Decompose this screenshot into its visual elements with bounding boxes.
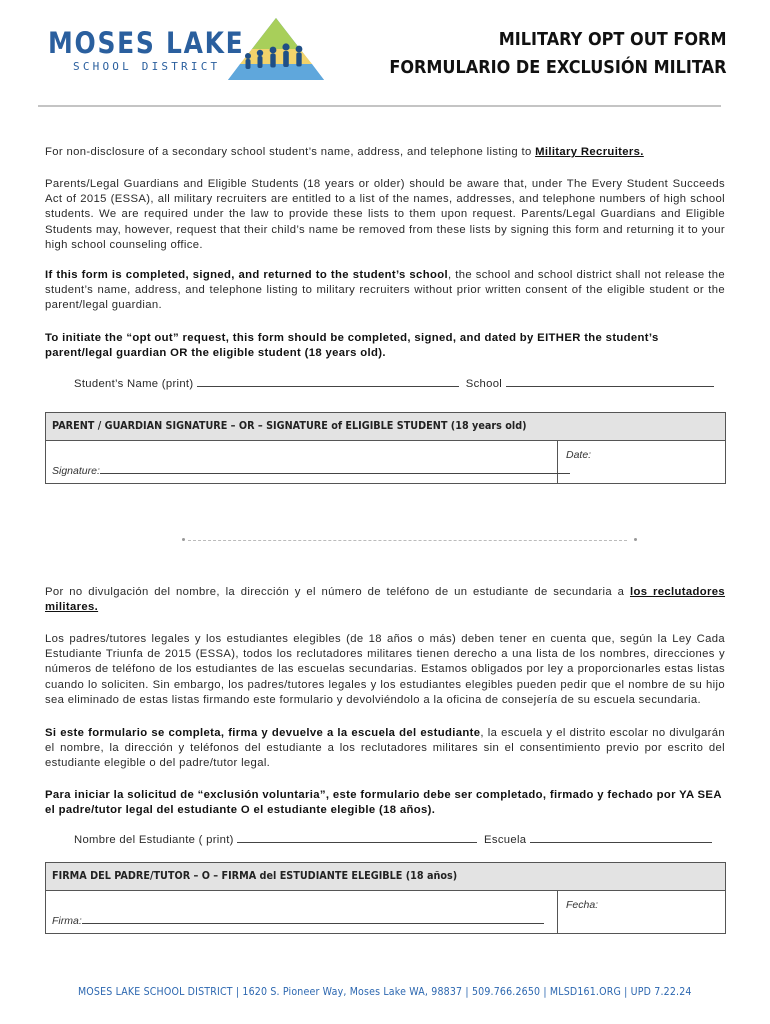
english-signature-header-text: PARENT / GUARDIAN SIGNATURE – OR – SIGNATURE of ELIGIBLE STUDENT (18 years old) bbox=[52, 420, 527, 432]
form-titles bbox=[360, 26, 726, 82]
firma-row bbox=[52, 915, 544, 927]
title-spanish: FORMULARIO DE EXCLUSIÓN MILITAR bbox=[388, 58, 726, 78]
english-signature-box bbox=[45, 412, 726, 484]
logo-subtitle: SCHOOL DISTRICT bbox=[73, 60, 221, 73]
spanish-signature-header-text: FIRMA DEL PADRE/TUTOR – O – FIRMA del ESTUDIANTE ELEGIBLE (18 años) bbox=[52, 870, 458, 882]
firma-label: Firma: bbox=[52, 915, 82, 927]
footer-text: MOSES LAKE SCHOOL DISTRICT | 1620 S. Pioneer Way, Moses Lake WA, 98837 | 509.766.2650 | MLSD161.ORG | UPD 7.22.24 bbox=[78, 985, 692, 998]
cut-line-dot bbox=[182, 538, 185, 541]
spanish-signature-cell bbox=[46, 891, 558, 933]
cut-line bbox=[182, 537, 637, 545]
mountain-students-icon bbox=[226, 16, 326, 82]
spanish-intro-link: los reclutadores militares. bbox=[45, 586, 726, 614]
spanish-signature-body bbox=[46, 891, 725, 933]
student-name-label: Student’s Name (print) bbox=[74, 378, 194, 390]
firma-field[interactable] bbox=[82, 915, 544, 924]
english-para2-bold: If this form is completed, signed, and returned to the student’s school bbox=[45, 269, 448, 281]
english-signature-header bbox=[46, 413, 725, 441]
english-intro-text: For non-disclosure of a secondary school student’s name, address, and telephone listing to bbox=[45, 146, 536, 158]
school-label: School bbox=[465, 378, 503, 390]
signature-label: Signature: bbox=[52, 465, 100, 477]
spanish-para2-bold: Si este formulario se completa, firma y devuelve a la escuela del estudiante bbox=[45, 727, 481, 739]
header-divider bbox=[38, 105, 721, 107]
cut-line-dot bbox=[634, 538, 637, 541]
student-name-field[interactable] bbox=[197, 377, 459, 387]
english-signature-body bbox=[46, 441, 725, 483]
signature-row bbox=[52, 465, 570, 477]
spanish-signature-box bbox=[45, 862, 726, 934]
spanish-para2-rest: , la escuela y el distrito escolar no divulgarán el nombre, la dirección y teléfonos del estudiante a los reclutadores militares sin el consentimiento previo por escrito del estudiante elegible o del padre/tutor legal. bbox=[45, 727, 725, 770]
spanish-intro-text: Por no divulgación del nombre, la dirección y el número de teléfono de un estudiante de secundaria a bbox=[45, 586, 630, 598]
spanish-signature-header bbox=[46, 863, 725, 891]
english-para3: To initiate the “opt out” request, this form should be completed, signed, and dated by EITHER the student’s parent/legal guardian OR the eligible student (18 years old). bbox=[45, 332, 659, 360]
escuela-field[interactable] bbox=[530, 833, 712, 843]
spanish-name-row bbox=[74, 833, 712, 846]
cut-line-dash bbox=[188, 540, 627, 541]
english-intro-link: Military Recruiters. bbox=[535, 146, 644, 158]
nombre-label: Nombre del Estudiante ( print) bbox=[74, 834, 234, 846]
english-intro bbox=[45, 145, 725, 160]
english-name-row bbox=[74, 377, 714, 390]
english-signature-cell bbox=[46, 441, 558, 483]
title-english: MILITARY OPT OUT FORM bbox=[498, 30, 726, 50]
english-para1: Parents/Legal Guardians and Eligible Students (18 years or older) should be aware that, under The Every Student Succeeds Act of 2015 (ESSA), all military recruiters are entitled to a list of the names, addresses, and telephone numbers of high school students. We are required under the law to provide these lists to them upon request. Parents/Legal Guardians and Eligible Students may, however, request that their child’s name be removed from these lists by signing this form and returning it to your high school counseling office. bbox=[45, 178, 725, 251]
english-para2-rest: , the school and school district shall not release the student’s name, address, and telephone listing to military recruiters without prior written consent of the eligible student or the parent/legal guardian. bbox=[45, 269, 725, 312]
logo-name: MOSES LAKE bbox=[48, 26, 245, 60]
spanish-para3: Para iniciar la solicitud de “exclusión voluntaria”, este formulario debe ser completado, firmado y fechado por YA SEA el padre/tutor legal del estudiante O el estudiante elegible (18 años). bbox=[45, 789, 722, 817]
district-logo bbox=[46, 16, 336, 86]
spanish-intro bbox=[45, 585, 725, 615]
footer bbox=[0, 985, 770, 998]
english-para2 bbox=[45, 268, 725, 314]
spanish-para1: Los padres/tutores legales y los estudiantes elegibles (de 18 años o más) deben tener en cuenta que, según la Ley Cada Estudiante Triunfa de 2015 (ESSA), todos los reclutadores militares tienen derecho a una lista de los nombres, direcciones y números de teléfono de los estudiantes de las escuelas secundarias. Estamos obligados por ley a proporcionarles estas listas cuando lo soliciten. Sin embargo, los padres/tutores legales y los estudiantes elegibles pueden pedir que el nombre de su hijo sea eliminado de estas listas firmando este formulario y devolviéndolo a la oficina de consejería de su escuela secundaria. bbox=[45, 633, 725, 706]
fecha-label: Fecha: bbox=[566, 899, 599, 911]
date-label: Date: bbox=[566, 449, 592, 461]
spanish-para2 bbox=[45, 726, 725, 772]
escuela-label: Escuela bbox=[484, 834, 527, 846]
nombre-field[interactable] bbox=[237, 833, 477, 843]
signature-field[interactable] bbox=[100, 465, 570, 474]
school-field[interactable] bbox=[506, 377, 714, 387]
